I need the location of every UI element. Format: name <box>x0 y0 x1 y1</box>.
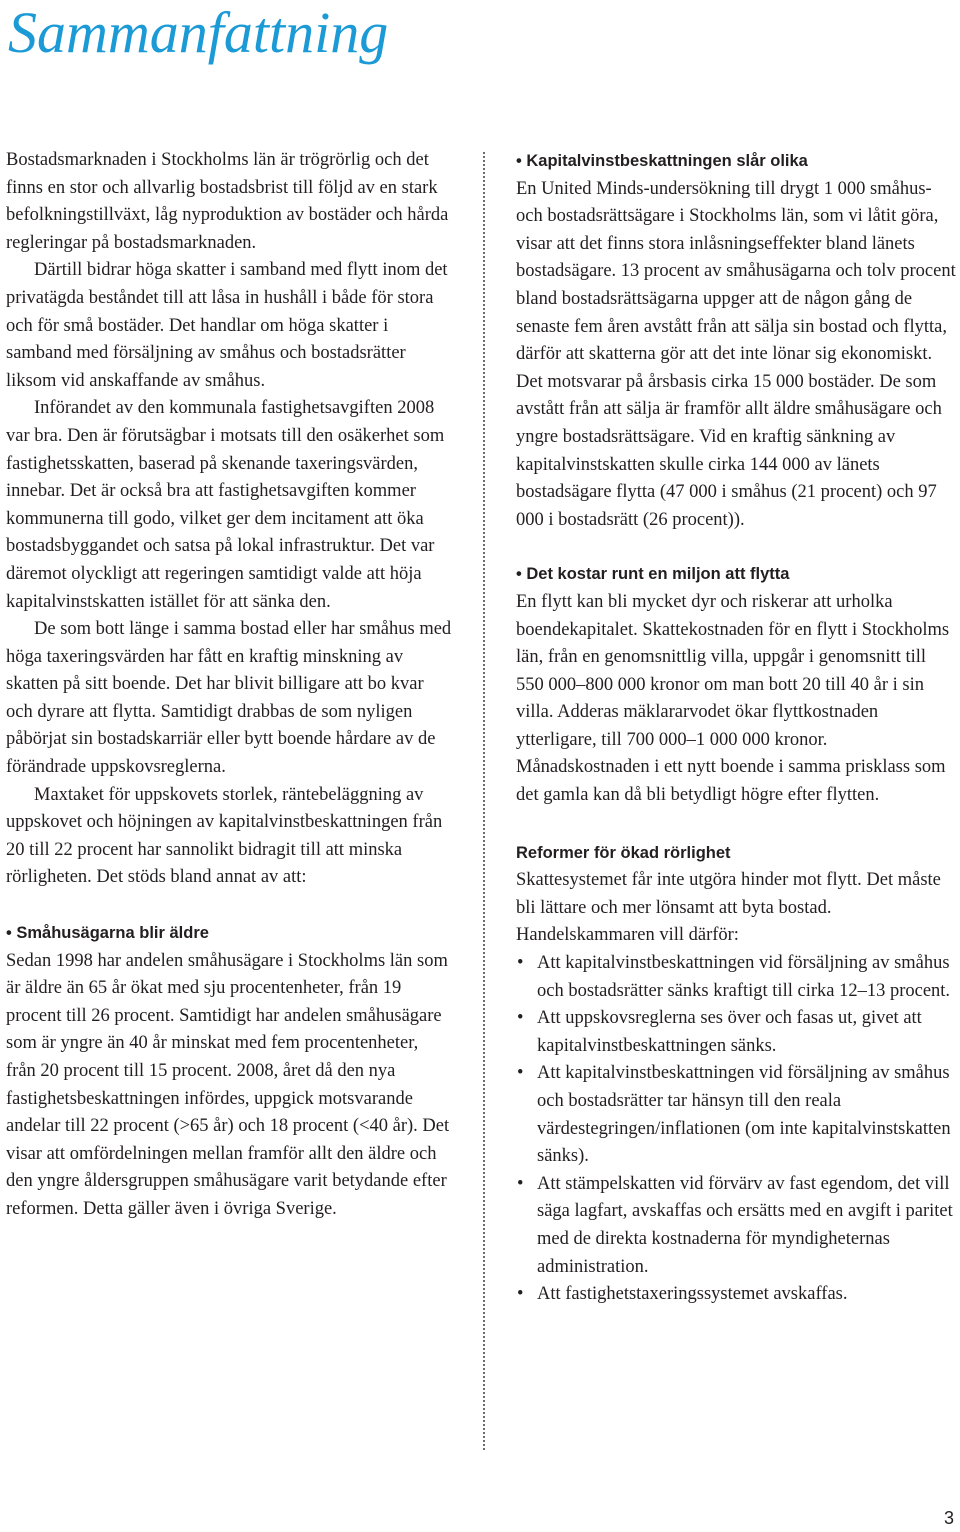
paragraph: En flytt kan bli mycket dyr och riskerar att urholka boendekapitalet. Skattekostnaden för en flytt i Stockholms län, från en genomsnittlig villa, uppgår i genomsnitt till 550 000–800 000 kronor om man bott 20 till 40 år i sin villa. Adderas mäklararvodet ökar flyttkostnaden ytterligare, till 700 000–1 000 000 kronor. Månadskostnaden i ett nytt boende i samma prisklass som det gamla kan då bli betydligt högre efter flytten. <box>516 591 950 806</box>
list-item: • Att kapitalvinstbeskattningen vid försäljning av småhus och bostadsrätter tar hänsyn till den reala värdestegringen/inflationen (om inte kapitalvinstskatten sänks). <box>516 1060 956 1170</box>
paragraph: Maxtaket för uppskovets storlek, räntebeläggning av uppskovet och höjningen av kapitalvinstbeskattningen från 20 till 22 procent har sannolikt bidragit till att minska rörligheten. Det stöds bland annat av att: <box>6 784 443 888</box>
section-heading: • Kapitalvinstbeskattningen slår olika <box>516 152 808 170</box>
paragraph: Införandet av den kommunala fastighetsavgiften 2008 var bra. Den är förutsägbar i motsats till den osäkerhet som fastighetsskatten, baserad på skenande taxeringsvärden, innebar. Det är också bra att fastighetsavgiften kommer kommunerna till godo, vilket ger dem incitament att öka bostadsbyggandet och satsa på lokal infrastruktur. Det var däremot olyckligt att regeringen samtidigt valde att höja kapitalvinstskatten istället för att sänka den. <box>6 398 445 612</box>
paragraph: Sedan 1998 har andelen småhusägare i Stockholms län som är äldre än 65 år ökat med sju procentenheter, från 19 procent till 26 procent. Samtidigt har andelen småhusägare som är yngre än 40 år minskat med fem procentenheter, från 20 procent till 15 procent. 2008, året då den nya fastighetsbeskattningen infördes, uppgick motsvarande andelar till 22 procent (>65 år) och 18 procent (<40 år). Det visar att omfördelningen mellan framför allt den äldre och den yngre åldersgruppen småhusägare varit betydande efter reformen. Detta gäller även i övriga Sverige. <box>6 950 450 1219</box>
left-column <box>6 147 452 1224</box>
list-item: • Att kapitalvinstbeskattningen vid försäljning av småhus och bostadsrätter sänks kraftigt till cirka 12–13 procent. <box>516 950 956 1005</box>
section-heading: • Småhusägarna blir äldre <box>6 924 209 943</box>
paragraph: Skattesystemet får inte utgöra hinder mot flytt. Det måste bli lättare och mer lönsamt att byta bostad. Handelskammaren vill därför: <box>516 870 941 946</box>
list-item: • Att uppskovsreglerna ses över och fasas ut, givet att kapitalvinstbeskattningen sänks. <box>516 1005 956 1060</box>
paragraph: En United Minds-undersökning till drygt 1 000 småhus- och bostadsrättsägare i Stockholms län, som vi låtit göra, visar att det finns stora inlåsningseffekter bland länets bostadsägare. 13 procent av småhusägarna och tolv procent bland bostadsrättsägarna uppger att de någon gång de senaste fem åren avstått från att sälja sin bostad och flytta, därför att skatterna gör att det inte lönar sig ekonomiskt. Det motsvarar på årsbasis cirka 15 000 bostäder. De som avstått från att sälja är framför allt äldre småhusägare och yngre bostadsrättsägare. Vid en kraftig sänkning av kapitalvinstskatten skulle cirka 144 000 av länets bostadsägare flytta (47 000 i småhus (21 procent) och 97 000 i bostadsrätt (26 procent)). <box>516 178 956 530</box>
section-heading: Reformer för ökad rörlighet <box>516 843 731 862</box>
paragraph: De som bott länge i samma bostad eller har småhus med höga taxeringsvärden har fått en kraftig minskning av skatten på sitt boende. Det har blivit billigare att bo kvar och dyrare att flytta. Samtidigt drabbas de som nyligen påbörjat sin bostadskarriär eller bytt boende hårdare av de förändrade uppskovsreglerna. <box>6 619 452 778</box>
page-title: Sammanfattning <box>8 0 389 65</box>
page-number: 3 <box>944 1508 955 1528</box>
column-divider <box>483 152 485 1450</box>
paragraph: Bostadsmarknaden i Stockholms län är trögrörlig och det finns en stor och allvarlig bostadsbrist till följd av en stark befolkningstillväxt, låg nyproduktion av bostäder och hårda regleringar på bostadsmarknaden. <box>6 150 449 253</box>
list-item: • Att fastighetstaxeringssystemet avskaffas. <box>516 1281 956 1309</box>
reform-list <box>516 950 956 1309</box>
right-column <box>516 148 956 1309</box>
section-heading: • Det kostar runt en miljon att flytta <box>516 565 790 584</box>
list-item: • Att stämpelskatten vid förvärv av fast egendom, det vill säga lagfart, avskaffas och ersätts med en avgift i paritet med de direkta kostnaderna för myndigheternas administration. <box>516 1171 956 1281</box>
paragraph: Därtill bidrar höga skatter i samband med flytt inom det privatägda beståndet till att låsa in hushåll i både för stora och för små bostäder. Det handlar om höga skatter i samband med försäljning av småhus och bostadsrätter liksom vid anskaffande av småhus. <box>6 260 448 391</box>
